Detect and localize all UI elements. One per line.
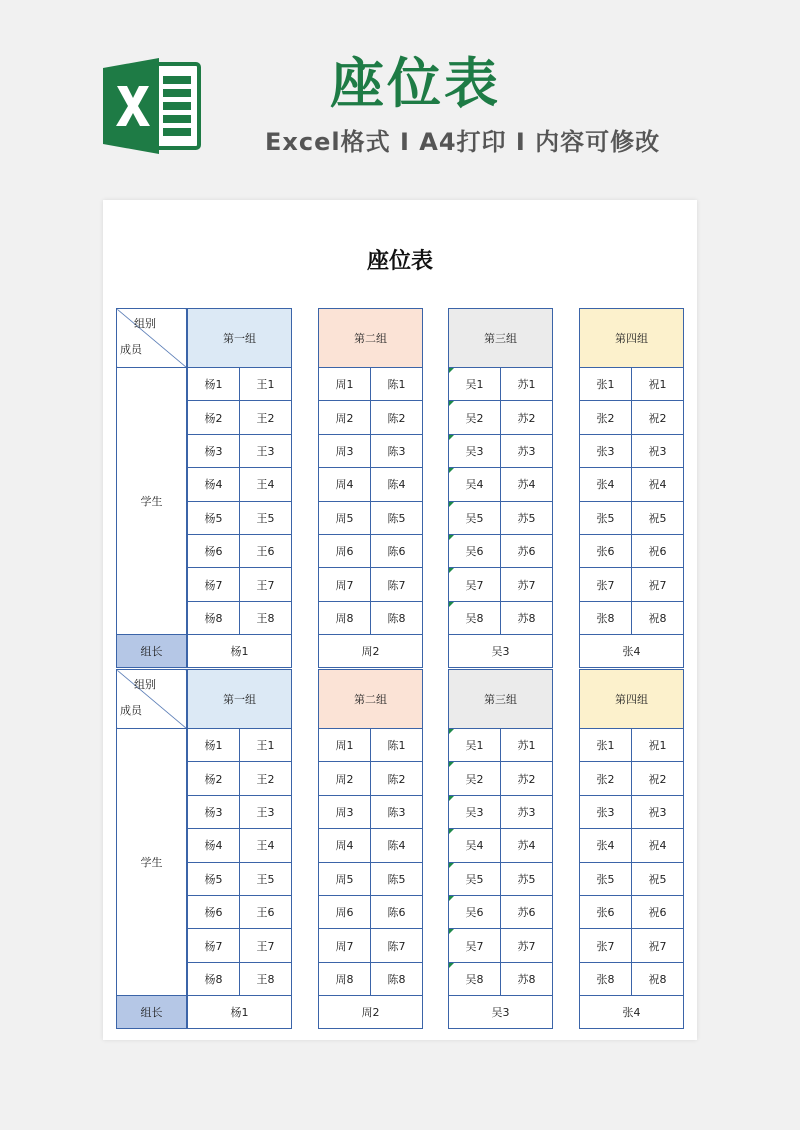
group-leader-cell[interactable]: 吴3 [449,996,553,1029]
seat-cell[interactable]: 苏2 [501,762,553,795]
group-table [318,669,423,1029]
seat-cell[interactable]: 张4 [580,468,632,501]
seat-cell[interactable]: 陈6 [371,534,423,567]
seat-cell[interactable]: 杨6 [188,534,240,567]
students-label: 学生 [117,729,187,996]
group-header: 第三组 [449,670,553,729]
group-header: 第四组 [580,670,684,729]
label-column [116,308,187,668]
seat-cell[interactable]: 吴4 [449,468,501,501]
seat-cell[interactable]: 王7 [240,568,292,601]
seat-cell[interactable]: 周7 [319,568,371,601]
seat-cell[interactable]: 王1 [240,368,292,401]
seat-cell[interactable]: 吴2 [449,762,501,795]
seat-cell[interactable]: 苏5 [501,501,553,534]
seat-cell[interactable]: 周3 [319,795,371,828]
seat-cell[interactable]: 吴1 [449,368,501,401]
group-table [448,308,553,668]
seat-cell[interactable]: 苏3 [501,795,553,828]
seat-cell[interactable]: 祝4 [632,468,684,501]
seat-cell[interactable]: 张7 [580,929,632,962]
seat-cell[interactable]: 王8 [240,962,292,995]
seat-cell[interactable]: 苏1 [501,729,553,762]
seat-cell[interactable]: 杨1 [188,729,240,762]
seat-cell[interactable]: 张3 [580,434,632,467]
seat-cell[interactable]: 杨5 [188,501,240,534]
group-header: 第三组 [449,309,553,368]
seat-cell[interactable]: 陈1 [371,368,423,401]
seat-cell[interactable]: 张6 [580,534,632,567]
seat-cell[interactable]: 祝1 [632,368,684,401]
seat-cell[interactable]: 祝7 [632,929,684,962]
seat-cell[interactable]: 王5 [240,862,292,895]
group-table [187,308,292,668]
group-leader-cell[interactable]: 张4 [580,635,684,668]
page-subtitle: Excel格式 I A4打印 I 内容可修改 [265,128,661,156]
seat-cell[interactable]: 吴8 [449,962,501,995]
seat-cell[interactable]: 周5 [319,862,371,895]
group-leader-cell[interactable]: 周2 [319,635,423,668]
seat-cell[interactable]: 陈3 [371,434,423,467]
seat-cell[interactable]: 王5 [240,501,292,534]
seat-cell[interactable]: 祝8 [632,601,684,634]
diag-label-members: 成员 [120,343,142,356]
seat-cell[interactable]: 杨6 [188,895,240,928]
group-leader-cell[interactable]: 张4 [580,996,684,1029]
seat-cell[interactable]: 王2 [240,401,292,434]
seat-cell[interactable]: 苏7 [501,929,553,962]
seat-cell[interactable]: 吴6 [449,534,501,567]
seat-cell[interactable]: 祝3 [632,795,684,828]
seat-cell[interactable]: 陈6 [371,895,423,928]
seat-cell[interactable]: 陈2 [371,762,423,795]
seat-cell[interactable]: 王4 [240,829,292,862]
seat-cell[interactable]: 杨3 [188,434,240,467]
seat-cell[interactable]: 王3 [240,795,292,828]
seat-cell[interactable]: 苏8 [501,962,553,995]
seat-cell[interactable]: 王6 [240,534,292,567]
seat-cell[interactable]: 周4 [319,468,371,501]
group-leader-cell[interactable]: 周2 [319,996,423,1029]
seat-cell[interactable]: 周6 [319,895,371,928]
group-table [318,308,423,668]
seat-cell[interactable]: 杨2 [188,762,240,795]
seat-cell[interactable]: 苏4 [501,468,553,501]
seat-cell[interactable]: 祝7 [632,568,684,601]
seat-cell[interactable]: 陈8 [371,962,423,995]
seat-cell[interactable]: 张5 [580,501,632,534]
group-leader-cell[interactable]: 杨1 [188,635,292,668]
seat-cell[interactable]: 苏2 [501,401,553,434]
students-label: 学生 [117,368,187,635]
seat-cell[interactable]: 杨5 [188,862,240,895]
sheet-title: 座位表 [366,249,433,274]
diagonal-header-cell [117,670,187,729]
seat-cell[interactable]: 吴4 [449,829,501,862]
group-table [579,308,684,668]
seat-cell[interactable]: 祝5 [632,501,684,534]
seat-cell[interactable]: 张3 [580,795,632,828]
seat-cell[interactable]: 苏3 [501,434,553,467]
leader-label: 组长 [117,996,187,1029]
seat-cell[interactable]: 周1 [319,729,371,762]
seat-cell[interactable]: 苏1 [501,368,553,401]
seat-cell[interactable]: 张8 [580,962,632,995]
seat-cell[interactable]: 陈5 [371,501,423,534]
seat-cell[interactable]: 王2 [240,762,292,795]
seat-cell[interactable]: 张6 [580,895,632,928]
seat-cell[interactable]: 苏6 [501,895,553,928]
seat-cell[interactable]: 祝2 [632,762,684,795]
seat-cell[interactable]: 苏7 [501,568,553,601]
seat-cell[interactable]: 杨8 [188,962,240,995]
seat-cell[interactable]: 陈7 [371,568,423,601]
seat-cell[interactable]: 祝4 [632,829,684,862]
diagonal-header-cell [117,309,187,368]
leader-label: 组长 [117,635,187,668]
seat-cell[interactable]: 周6 [319,534,371,567]
seat-cell[interactable]: 陈7 [371,929,423,962]
seat-cell[interactable]: 张4 [580,829,632,862]
seat-cell[interactable]: 张7 [580,568,632,601]
seat-cell[interactable]: 陈4 [371,829,423,862]
label-column [116,669,187,1029]
seat-cell[interactable]: 祝2 [632,401,684,434]
seat-cell[interactable]: 苏8 [501,601,553,634]
seat-cell[interactable]: 王8 [240,601,292,634]
seat-cell[interactable]: 陈8 [371,601,423,634]
seat-cell[interactable]: 杨7 [188,568,240,601]
group-table [579,669,684,1029]
seat-cell[interactable]: 周7 [319,929,371,962]
seat-cell[interactable]: 吴3 [449,795,501,828]
excel-logo-icon [103,58,203,154]
seat-cell[interactable]: 祝1 [632,729,684,762]
seat-cell[interactable]: 吴6 [449,895,501,928]
seat-cell[interactable]: 王6 [240,895,292,928]
seat-cell[interactable]: 张2 [580,762,632,795]
seat-cell[interactable]: 王1 [240,729,292,762]
seat-cell[interactable]: 张5 [580,862,632,895]
seat-cell[interactable]: 苏4 [501,829,553,862]
seat-cell[interactable]: 杨8 [188,601,240,634]
seat-cell[interactable]: 陈4 [371,468,423,501]
seat-cell[interactable]: 周5 [319,501,371,534]
group-header: 第四组 [580,309,684,368]
seat-cell[interactable]: 张2 [580,401,632,434]
group-leader-cell[interactable]: 吴3 [449,635,553,668]
group-header: 第二组 [319,309,423,368]
seat-cell[interactable]: 祝5 [632,862,684,895]
seat-cell[interactable]: 杨1 [188,368,240,401]
seat-cell[interactable]: 王3 [240,434,292,467]
seat-cell[interactable]: 周2 [319,762,371,795]
seat-cell[interactable]: 苏6 [501,534,553,567]
seat-cell[interactable]: 张1 [580,729,632,762]
seat-cell[interactable]: 张1 [580,368,632,401]
seat-cell[interactable]: 陈3 [371,795,423,828]
seat-cell[interactable]: 吴1 [449,729,501,762]
seat-cell[interactable]: 吴5 [449,862,501,895]
seat-cell[interactable]: 杨7 [188,929,240,962]
seat-cell[interactable]: 吴7 [449,568,501,601]
seat-cell[interactable]: 周8 [319,962,371,995]
seat-cell[interactable]: 祝8 [632,962,684,995]
seat-cell[interactable]: 杨4 [188,829,240,862]
seat-cell[interactable]: 王7 [240,929,292,962]
page-title: 座位表 [330,52,501,115]
seat-cell[interactable]: 吴8 [449,601,501,634]
diag-label-group: 组别 [134,317,156,330]
seat-cell[interactable]: 吴3 [449,434,501,467]
seat-cell[interactable]: 周1 [319,368,371,401]
seat-cell[interactable]: 王4 [240,468,292,501]
seat-cell[interactable]: 祝6 [632,534,684,567]
seat-cell[interactable]: 周8 [319,601,371,634]
seat-cell[interactable]: 杨3 [188,795,240,828]
seat-cell[interactable]: 杨4 [188,468,240,501]
seat-cell[interactable]: 陈5 [371,862,423,895]
seat-cell[interactable]: 周4 [319,829,371,862]
seat-cell[interactable]: 吴7 [449,929,501,962]
seat-cell[interactable]: 吴2 [449,401,501,434]
group-table [448,669,553,1029]
seat-cell[interactable]: 周3 [319,434,371,467]
group-header: 第一组 [188,670,292,729]
seat-cell[interactable]: 周2 [319,401,371,434]
seat-cell[interactable]: 陈2 [371,401,423,434]
seat-cell[interactable]: 祝3 [632,434,684,467]
seat-cell[interactable]: 杨2 [188,401,240,434]
diag-label-members: 成员 [120,704,142,717]
seat-cell[interactable]: 祝6 [632,895,684,928]
seat-cell[interactable]: 苏5 [501,862,553,895]
diag-label-group: 组别 [134,678,156,691]
group-header: 第二组 [319,670,423,729]
seat-cell[interactable]: 张8 [580,601,632,634]
group-header: 第一组 [188,309,292,368]
group-table [187,669,292,1029]
seat-cell[interactable]: 陈1 [371,729,423,762]
seat-cell[interactable]: 吴5 [449,501,501,534]
group-leader-cell[interactable]: 杨1 [188,996,292,1029]
